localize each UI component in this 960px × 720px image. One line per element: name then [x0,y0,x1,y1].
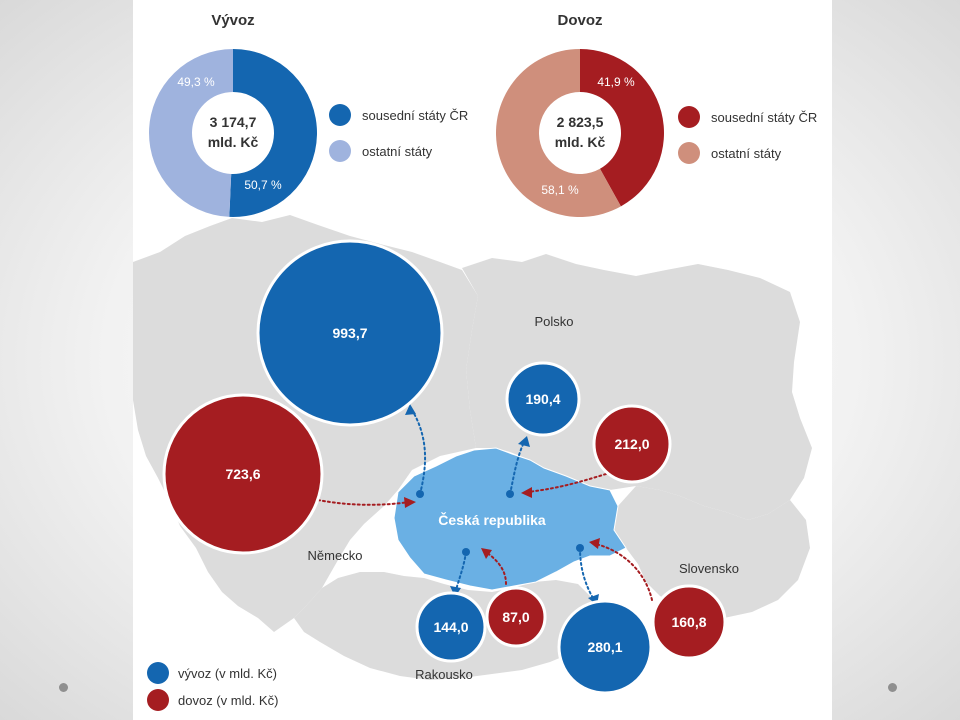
legend-import-swatch [147,689,169,711]
import-chart-title: Dovoz [557,12,603,29]
bubble-label: 144,0 [433,619,469,635]
origin-dot-export-germany [416,490,424,498]
export-total-unit: mld. Kč [207,134,259,150]
legend-export-swatch [147,662,169,684]
bubble-export-slovakia [559,601,651,693]
origin-dot-export-slovakia [576,544,584,552]
bubble-label: 212,0 [614,436,650,452]
import-legend-other-swatch [678,142,700,164]
slovakia-label: Slovensko [679,561,739,576]
export-legend-neighbors-swatch [329,104,351,126]
poland-label: Polsko [534,314,574,329]
export-donut-chart [149,12,468,217]
export-donut [149,49,317,217]
bubble-import-germany [164,395,322,553]
import-pct-other: 58,1 % [541,183,579,197]
bubble-label: 160,8 [671,614,707,630]
bubble-export-austria [417,593,485,661]
germany-label: Německo [307,548,363,563]
export-chart-title: Vývoz [211,12,255,29]
slide-dot-left [59,683,68,692]
map-legend [147,662,278,711]
legend-import-label: dovoz (v mld. Kč) [178,693,279,708]
import-legend-other: ostatní státy [711,146,782,161]
import-legend-neighbors-swatch [678,106,700,128]
import-total-value: 2 823,5 [556,114,604,130]
export-pct-other: 49,3 % [177,75,215,89]
export-total-value: 3 174,7 [209,114,257,130]
export-legend-other: ostatní státy [362,144,433,159]
import-donut-chart [496,12,817,217]
export-pct-neighbors: 50,7 % [244,178,282,192]
czech-republic-label: Česká republika [438,512,546,528]
bubble-label: 280,1 [587,639,623,655]
bubble-import-slovakia [653,586,725,658]
import-total-unit: mld. Kč [554,134,606,150]
bubble-import-poland [594,406,670,482]
import-legend-neighbors: sousední státy ČR [711,110,818,125]
export-legend-other-swatch [329,140,351,162]
bubble-export-germany [258,241,442,425]
origin-dot-export-poland [506,490,514,498]
export-legend-neighbors: sousední státy ČR [362,108,469,123]
import-donut [496,49,664,217]
bubble-label: 87,0 [502,609,530,625]
bubble-import-austria [487,588,545,646]
austria-label: Rakousko [415,667,473,682]
bubble-label: 993,7 [332,325,368,341]
legend-export-label: vývoz (v mld. Kč) [178,666,277,681]
bubble-label: 723,6 [225,466,261,482]
import-pct-neighbors: 41,9 % [597,75,635,89]
bubble-export-poland [507,363,579,435]
origin-dot-export-austria [462,548,470,556]
bubble-label: 190,4 [525,391,561,407]
slide-dot-right [888,683,897,692]
